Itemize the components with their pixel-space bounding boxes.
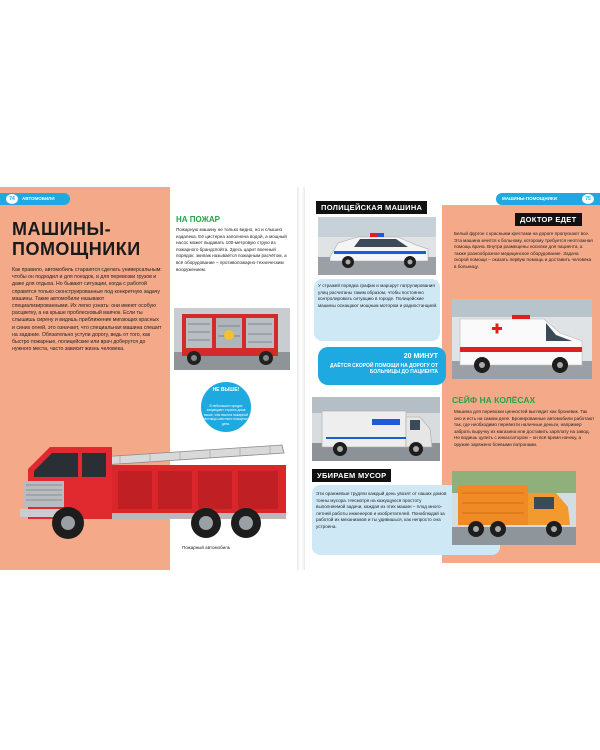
fire-equipment-photo <box>174 308 290 370</box>
armored-car-photo <box>312 397 440 461</box>
ambulance-fact-text: ДАЁТСЯ СКОРОЙ ПОМОЩИ НА ДОРОГУ ОТ БОЛЬНИЦЫ ДО ПАЦИЕНТА <box>330 363 438 375</box>
fire-heading: НА ПОЖАР <box>176 215 220 224</box>
police-car-illustration <box>318 217 436 275</box>
armored-car-illustration <box>312 397 440 461</box>
garbage-heading: УБИРАЕМ МУСОР <box>312 469 391 482</box>
ambulance-photo <box>452 299 592 379</box>
title-line-1: МАШИНЫ- <box>12 219 112 239</box>
fire-equipment-illustration <box>174 308 290 370</box>
page-title <box>12 219 172 259</box>
armored-text: Машина для перевозки ценностей выглядит как броневик. Так оно и есть на самом деле. Бронированные автомобили работают так, где необходимо перевезти наличные деньги, например забрать выручку из магазина или доставить зарплату на завод. Не водишь цупить с инкассатором – он всё время начеку, а оружие заряжено боевыми патронами. <box>454 409 595 447</box>
garbage-truck-photo <box>452 471 576 545</box>
fire-text: Пожарную машину не только видно, но и слышно издалека. Её цистерна заполнена водой, а мощный насос может выдавать 100-метровую струю из пожарного брандспойта. Здесь царит военный порядок: экипаж называется пожарным расчётом, а всё оборудование – противопожарно-техническим вооружением. <box>176 227 287 272</box>
title-line-2: ПОМОЩНИКИ <box>12 239 141 259</box>
intro-text: Как правило, автомобиль стараются сделать универсальным: чтобы он подходил и для поездок, и для перевозки грузов и даже для отдыха. Но бывают ситуации, когда с работой справятся только сконструированные под конкретную задачу машины. Такие автомобили называют специализированными. Их легко узнать: они имеют особую расцветку, а на крыше проблесковый маячок. Если ты слышишь сирену и видишь приближение мигающих красных и синих огней, это означает, что специальная машина спешит на задание. Обязательно уступи дорогу, ведь от того, как быстро пожарные, полицейские или врач доберутся до нужного места, часто зависит жизнь человека. <box>12 267 162 353</box>
police-text: У стражей порядка график и маршрут патрулирования улиц расчитаны таким образом, чтобы постоянно контролировать ситуацию в городе. Полицейские машины оснащают мощным мотором и радиостанцией. <box>318 283 438 308</box>
fire-truck-photo <box>20 435 288 547</box>
ambulance-text: Белый фургон с красными крестами на дороге пропускают все. Эта машина мчится к больному, которому требуется неотложная помощь врача. Внутри размещены носилки для пациента, а также разнообразное медицинское оборудование. Задача скорой помощи – оказать первую помощь и доставить человека в больницу. <box>454 231 593 269</box>
section-label-right: МАШИНЫ-ПОМОЩНИКИ <box>502 196 557 201</box>
fire-truck-caption: Пожарный автомобиль <box>182 545 231 550</box>
fire-truck-illustration <box>20 435 288 547</box>
section-label-left: АВТОМОБИЛИ <box>22 196 55 201</box>
police-car-photo <box>318 217 436 275</box>
ambulance-fact-title: 20 МИНУТ <box>403 353 438 360</box>
book-gutter <box>297 187 305 570</box>
garbage-truck-illustration <box>452 471 576 545</box>
garbage-text: Эти оранжевые трудяги каждый день увозят от наших домов тонны мусора. Несмотря на кажущуюся простоту выполняемой задачи, каждая из этих машин – плод многолетней работы инженеров и изобретателей. Понаблюдай за работой их механизмов и ты удивишься, как непросто она устроена. <box>316 491 447 529</box>
callout-title: НЕ ВЫШЕ! <box>212 387 240 393</box>
ambulance-illustration <box>452 299 592 379</box>
callout-text: В небольших городах запрещают строить дома выше, чем высота пожарной лестницы местного пожарного депо. <box>202 404 250 426</box>
armored-heading: СЕЙФ НА КОЛЁСАХ <box>452 395 536 405</box>
page-number-right: 75 <box>582 194 594 204</box>
police-heading: ПОЛИЦЕЙСКАЯ МАШИНА <box>316 201 427 214</box>
page-number-left: 74 <box>6 194 18 204</box>
ambulance-heading: ДОКТОР ЕДЕТ <box>515 213 582 226</box>
book-spread <box>0 187 600 570</box>
